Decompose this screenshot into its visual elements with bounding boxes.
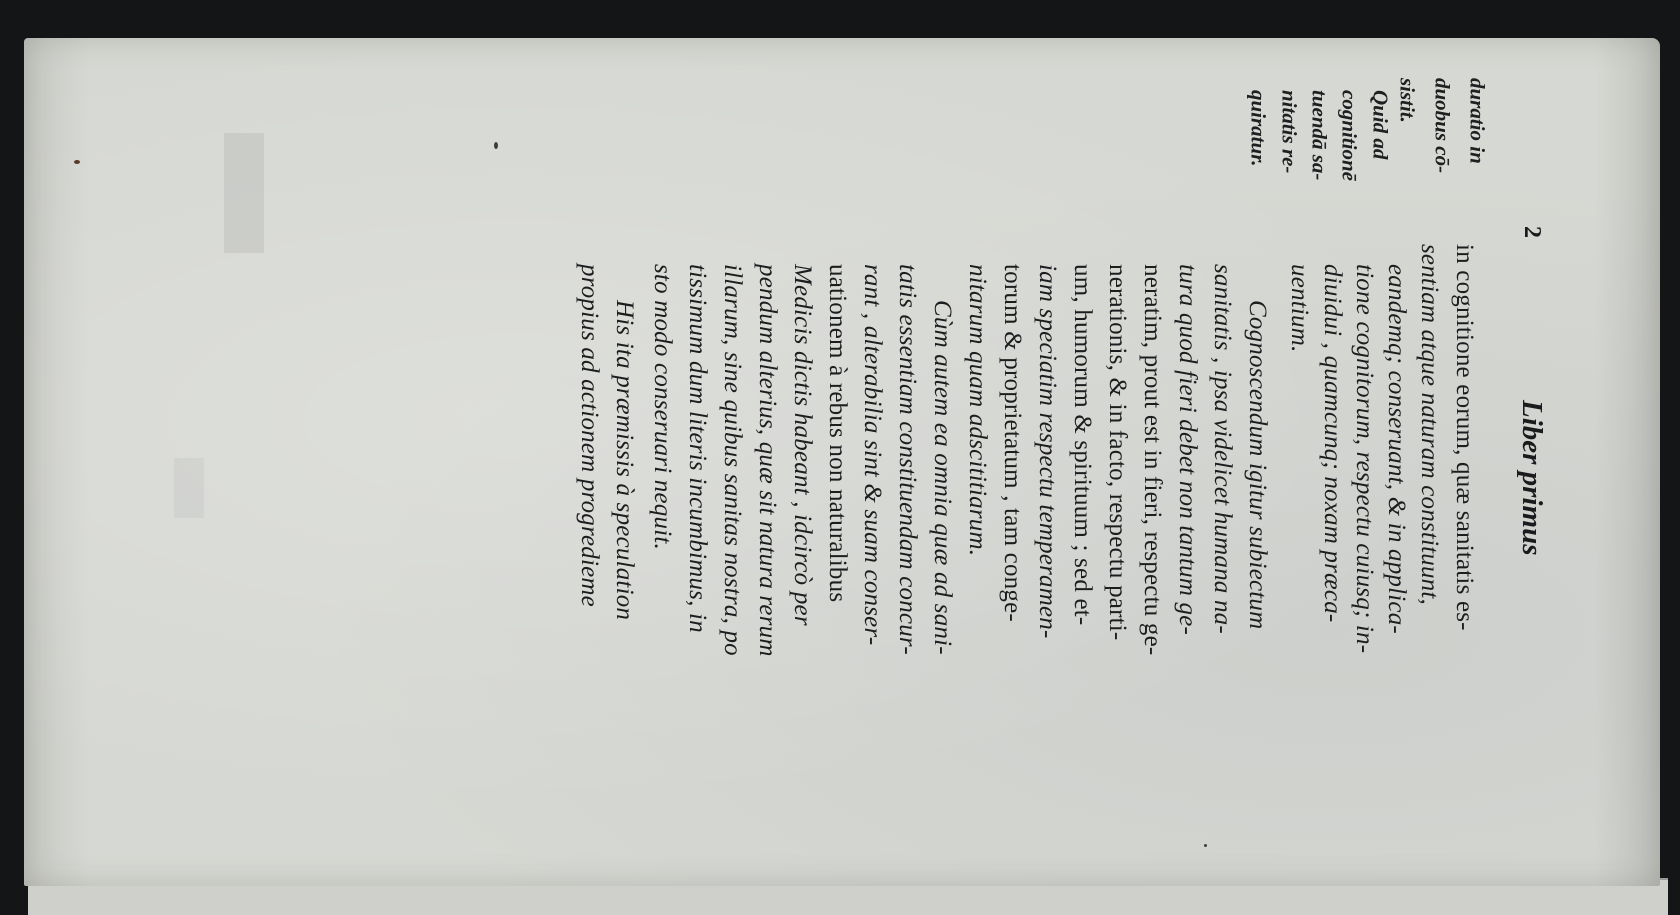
text-line: Cùm autem ea omnia quæ ad sani- — [929, 300, 956, 655]
text-line: tissimum dum literis incumbimus, in — [684, 264, 711, 633]
margin-note-line: duobus cō- — [1430, 78, 1455, 174]
text-line: diuidui , quamcunq; noxam præca- — [1319, 264, 1346, 623]
text-line: His ita præmissis à speculation — [611, 300, 638, 621]
text-line: eandemq; conseruant, & in applica- — [1383, 264, 1410, 634]
text-line: rant , alterabilia sint & suam conser- — [859, 264, 886, 646]
text-line: uentium. — [1286, 264, 1313, 353]
margin-note — [1277, 90, 1301, 173]
bleed-through-mark — [174, 458, 204, 518]
text-line: sto modo conseruari nequit. — [649, 264, 676, 550]
margin-note — [1307, 90, 1331, 180]
margin-note — [1465, 78, 1489, 164]
text-line: iam speciatim respectu temperamen- — [1034, 264, 1061, 639]
text-line: illarum, sine quibus sanitas nostra, po — [719, 264, 746, 656]
text-line: Cognoscendum igitur subiectum — [1244, 300, 1271, 630]
text-line: neratim, prout est in fieri, respectu ge- — [1139, 264, 1166, 656]
margin-note — [1368, 90, 1392, 159]
running-head: Liber primus — [1516, 400, 1548, 556]
margin-note-line: cognitionē — [1337, 90, 1362, 182]
text-line: sentiam atque naturam constituunt, — [1416, 244, 1443, 605]
text-line: sanitatis , ipsa videlicet humana na- — [1209, 264, 1236, 634]
margin-note-line: nitatis re- — [1277, 90, 1302, 174]
text-line: um, humorum & spirituum ; sed et- — [1069, 264, 1096, 626]
text-line: tione cognitorum, respectu cuiusq; in- — [1351, 264, 1378, 654]
text-line: uationem à rebus non naturalibus — [824, 264, 851, 603]
margin-note — [1246, 90, 1270, 166]
text-line: pendum alterius, quæ sit natura rerum — [754, 264, 781, 657]
text-line: nerationis, & in facto, respectu parti- — [1104, 264, 1131, 641]
margin-note-line: quiratur. — [1246, 90, 1271, 167]
text-line: Medicis dictis habeant , idcircò per — [789, 264, 816, 626]
text-line: propius ad actionem progredieme — [576, 264, 603, 607]
bleed-through-mark — [224, 133, 264, 253]
text-line: torum & proprietatum , tam conge- — [999, 264, 1026, 622]
ink-spot — [1204, 844, 1207, 847]
margin-note — [1337, 90, 1361, 181]
margin-note — [1430, 78, 1454, 173]
text-line: tatis essentiam constituendam concur- — [894, 264, 921, 655]
text-line: in cognitione eorum, quæ sanitatis es- — [1451, 244, 1478, 631]
ink-spot — [494, 142, 498, 149]
ink-spot — [74, 160, 80, 164]
text-line: tura quod fieri debet non tantum ge- — [1174, 264, 1201, 636]
margin-note-line: Quid ad — [1368, 90, 1393, 160]
margin-note — [1395, 78, 1419, 123]
margin-note-line: tuendā sa- — [1307, 90, 1332, 181]
page-number: 2 — [1519, 226, 1545, 238]
margin-note-line: sistit. — [1395, 78, 1420, 123]
margin-note-line: duratio in — [1465, 78, 1490, 164]
text-line: nitarum quam adscititiarum. — [964, 264, 991, 557]
